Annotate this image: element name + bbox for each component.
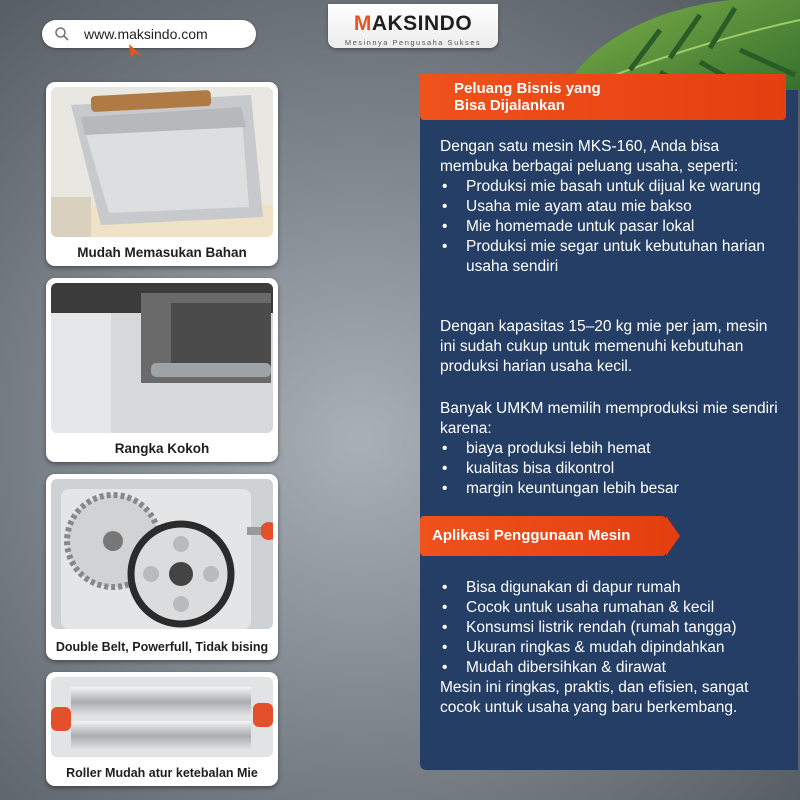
section-heading-applications	[420, 516, 666, 556]
hopper-photo	[51, 87, 273, 237]
reasons-list	[440, 439, 780, 499]
intro-text: Dengan satu mesin MKS-160, Anda bisa membuka berbagai peluang usaha, seperti:	[440, 138, 739, 175]
list-item: • Produksi mie segar untuk kebutuhan harian usaha sendiri	[440, 237, 780, 277]
feature-caption: Double Belt, Powerfull, Tidak bising	[55, 640, 269, 654]
feature-caption: Mudah Memasukan Bahan	[77, 245, 247, 260]
list-item: • Usaha mie ayam atau mie bakso	[440, 197, 780, 217]
list-item: • Konsumsi listrik rendah (rumah tangga)	[440, 618, 780, 638]
logo-name: AKSINDO	[371, 12, 473, 35]
list-item: • Bisa digunakan di dapur rumah	[440, 578, 780, 598]
umkm-block	[440, 399, 780, 499]
heading-text: Aplikasi Penggunaan Mesin	[432, 527, 631, 544]
capacity-text: Dengan kapasitas 15–20 kg mie per jam, mesin ini sudah cukup untuk memenuhi kebutuhan produksi harian usaha kecil.	[440, 318, 768, 375]
opportunities-block	[440, 137, 780, 277]
applications-block	[440, 578, 780, 718]
feature-caption: Rangka Kokoh	[114, 441, 210, 456]
section-heading-opportunities	[420, 74, 786, 120]
logo-tagline: Mesinnya Pengusaha Sukses	[344, 38, 482, 47]
cursor-arrow-icon	[127, 43, 145, 59]
list-item: • biaya produksi lebih hemat	[440, 439, 780, 459]
logo-accent: M	[353, 12, 372, 35]
list-item: • Mie homemade untuk pasar lokal	[440, 217, 780, 237]
feature-caption: Roller Mudah atur ketebalan Mie	[66, 766, 258, 780]
feature-card-hopper	[46, 82, 278, 266]
opportunities-list	[440, 177, 780, 277]
list-item: • Ukuran ringkas & mudah dipindahkan	[440, 638, 780, 658]
roller-photo	[51, 677, 273, 757]
feature-card-frame	[46, 278, 278, 462]
logo	[328, 4, 498, 48]
feature-card-roller	[46, 672, 278, 786]
umkm-intro: Banyak UMKM memilih memproduksi mie sendiri karena:	[440, 400, 778, 437]
frame-photo	[51, 283, 273, 433]
list-item: • Cocok untuk usaha rumahan & kecil	[440, 598, 780, 618]
feature-card-belt	[46, 474, 278, 660]
list-item: • Mudah dibersihkan & dirawat	[440, 658, 780, 678]
heading-line-1: Peluang Bisnis yang	[454, 80, 601, 97]
list-item: • Produksi mie basah untuk dijual ke warung	[440, 177, 780, 197]
url-bar[interactable]	[42, 20, 256, 48]
list-item: • kualitas bisa dikontrol	[440, 459, 780, 479]
list-item: • margin keuntungan lebih besar	[440, 479, 780, 499]
url-text: www.maksindo.com	[84, 26, 208, 42]
heading-line-2: Bisa Dijalankan	[454, 97, 565, 114]
closing-text: Mesin ini ringkas, praktis, dan efisien, sangat cocok untuk usaha yang baru berkembang.	[440, 679, 749, 716]
search-icon	[54, 26, 70, 42]
uses-list	[440, 578, 780, 678]
belt-photo	[51, 479, 273, 629]
